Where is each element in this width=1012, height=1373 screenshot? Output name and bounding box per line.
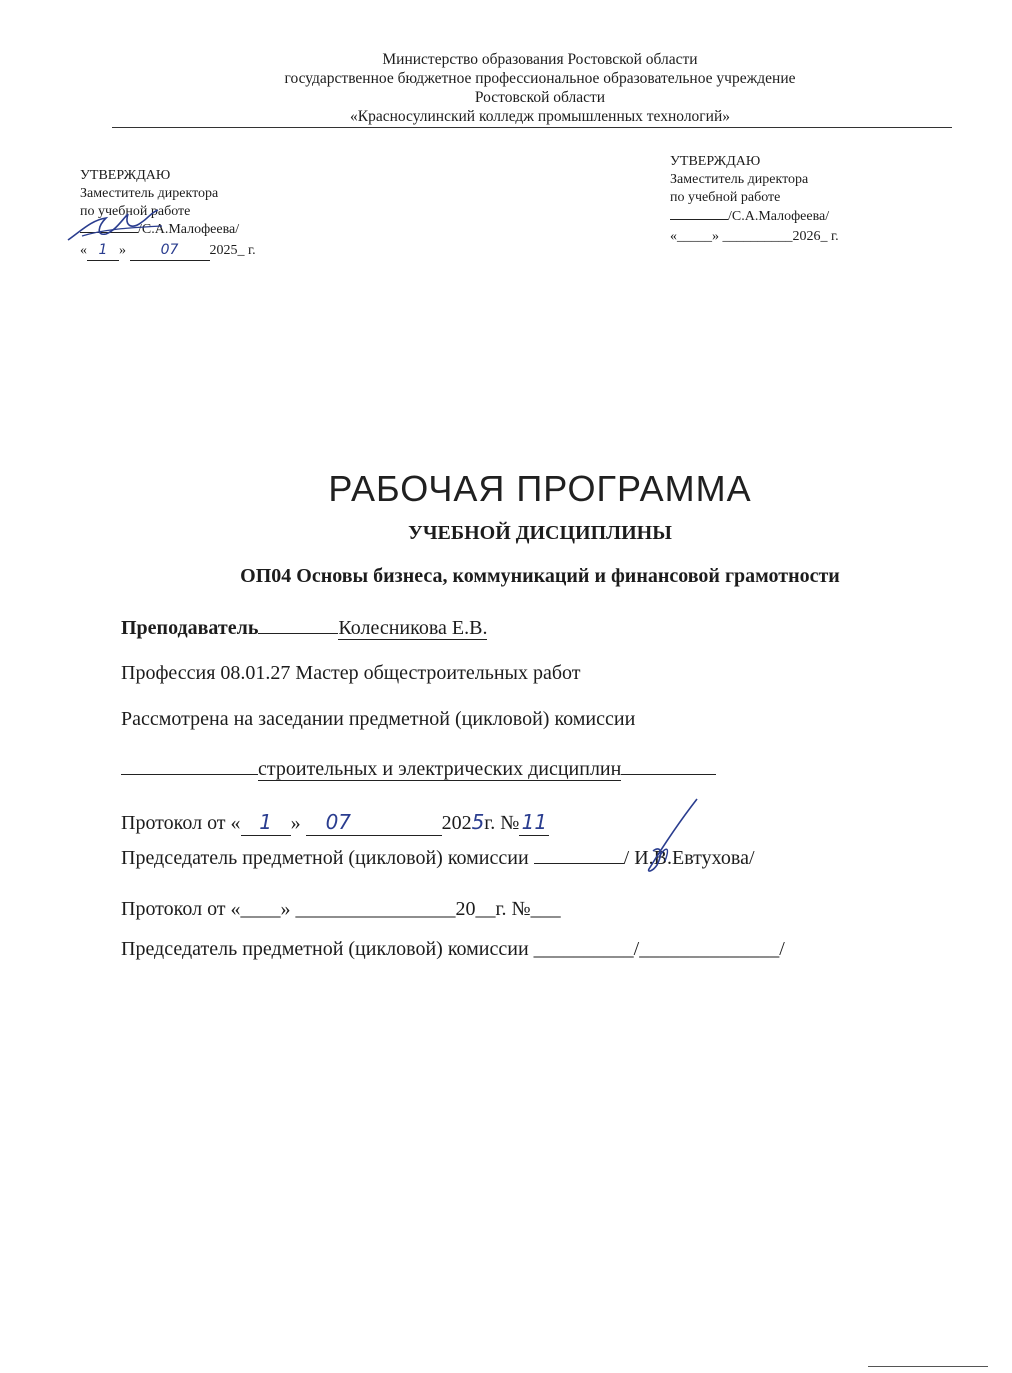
approval-right-name: /С.А.Малофеева/	[728, 209, 830, 224]
region-line: Ростовской области	[474, 89, 606, 106]
discipline-name: ОП04 Основы бизнеса, коммуникаций и финансовой грамотности	[240, 565, 840, 587]
teacher-label: Преподаватель	[121, 617, 259, 639]
chair-2-line	[121, 938, 785, 961]
reviewed-line: Рассмотрена на заседании предметной (цикловой) комиссии	[121, 708, 636, 730]
approval-right-date: «_____» __________2026_ г.	[670, 229, 839, 244]
ministry-line: Министерство образования Ростовской области	[382, 51, 698, 68]
approval-right-department: по учебной работе	[670, 190, 781, 205]
protocol-1-day: 1	[259, 810, 272, 834]
approval-right-position: Заместитель директора	[670, 172, 809, 187]
approval-right-title: УТВЕРЖДАЮ	[670, 154, 761, 169]
institution-type-line: государственное бюджетное профессиональное образовательное учреждение	[284, 70, 796, 87]
chair-2-label: Председатель предметной (цикловой) комиссии	[121, 938, 529, 960]
college-name: «Красносулинский колледж промышленных технологий»	[350, 108, 730, 125]
approval-left-month: 07	[160, 242, 179, 258]
teacher-name: Колесникова Е.В.	[338, 617, 488, 639]
protocol-1-prefix: Протокол от «	[121, 812, 241, 834]
protocol-1-year-hand: 5	[471, 810, 485, 834]
approval-left-department: по учебной работе	[80, 204, 191, 219]
approval-left-date: « 1 » 07 2025_ г.	[80, 241, 256, 261]
approval-left-signature	[62, 200, 172, 255]
protocol-1-month: 07	[325, 810, 352, 834]
approval-left-day: 1	[98, 242, 108, 258]
profession-line: Профессия 08.01.27 Мастер общестроительных работ	[121, 662, 581, 684]
chair-1-name: / И.В.Евтухова/	[623, 847, 755, 869]
document-subtitle: УЧЕБНОЙ ДИСЦИПЛИНЫ	[408, 522, 672, 544]
approval-left-position: Заместитель директора	[80, 186, 219, 201]
approval-left-title: УТВЕРЖДАЮ	[80, 168, 171, 183]
protocol-1-mid: »	[290, 812, 301, 834]
protocol-1-after-year: г. №	[484, 812, 520, 834]
chair-2-tail: __________/______________/	[533, 938, 785, 960]
commission-name: строительных и электрических дисциплин	[258, 758, 622, 780]
teacher-line	[121, 617, 487, 640]
commission-line	[121, 758, 716, 781]
approval-left-name: /С.А.Малофеева/	[138, 222, 240, 237]
scan-edge-line	[868, 1366, 988, 1367]
header-divider	[112, 127, 952, 128]
approval-right-name-line	[670, 208, 829, 226]
protocol-2-line: Протокол от «____» ________________20__г. №___	[121, 898, 561, 920]
chair-1-signature	[635, 795, 705, 880]
approval-left-year: 2025_ г.	[209, 243, 256, 258]
protocol-1-year-start: 202	[441, 812, 472, 834]
protocol-1-number: 11	[521, 810, 548, 834]
chair-1-label: Председатель предметной (цикловой) комиссии	[121, 847, 529, 869]
protocol-1-line	[121, 810, 549, 836]
document-title: РАБОЧАЯ ПРОГРАММА	[328, 468, 752, 509]
